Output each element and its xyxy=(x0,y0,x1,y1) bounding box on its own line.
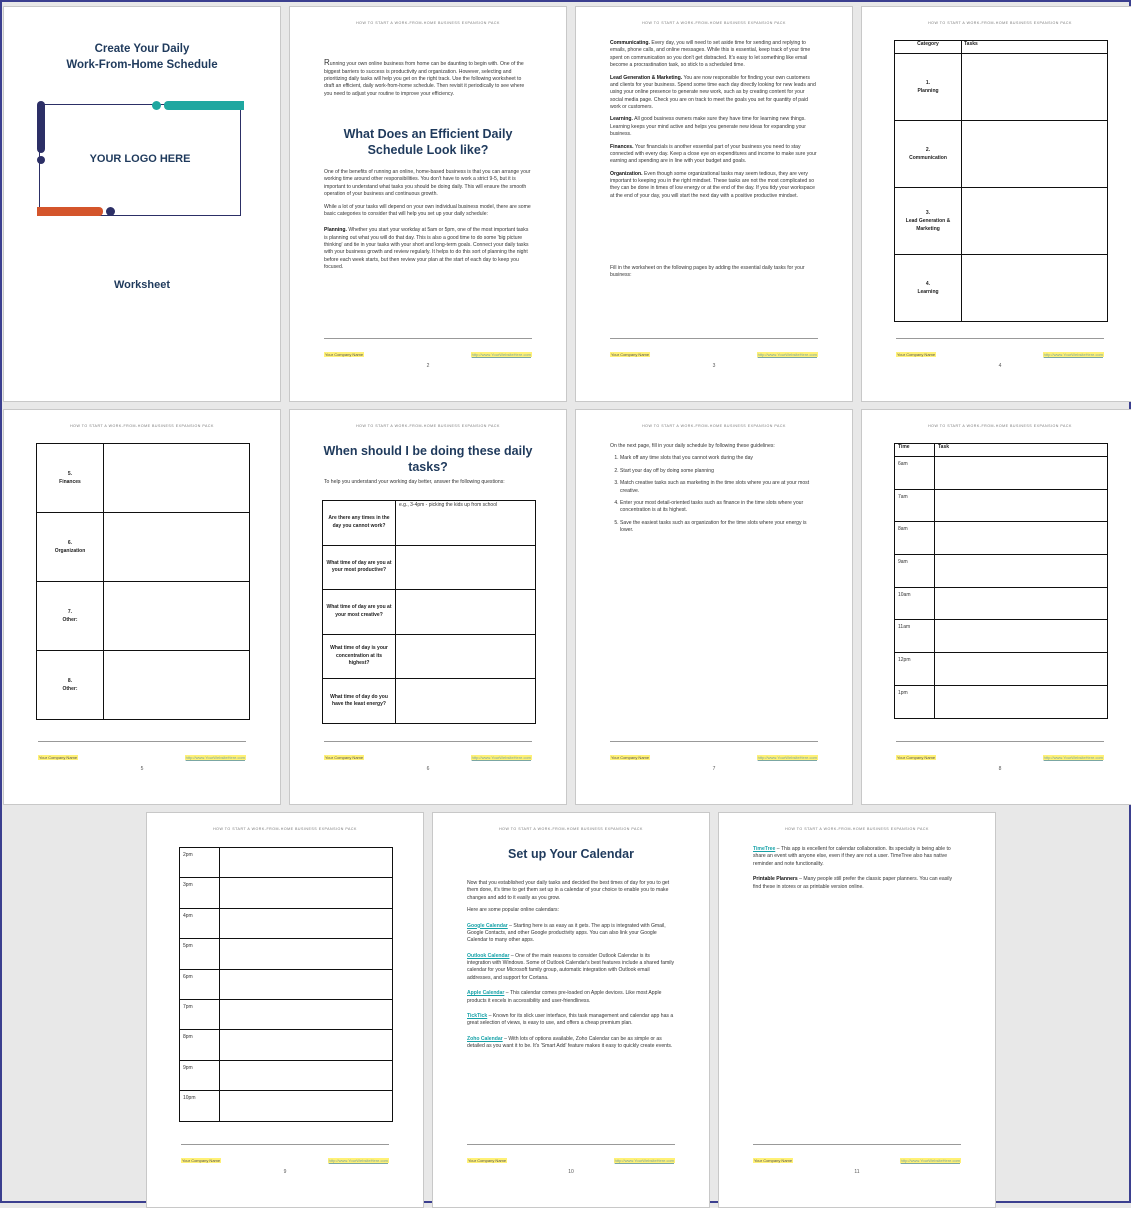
time-cell: 6am xyxy=(895,457,935,490)
running-header: HOW TO START A WORK-FROM-HOME BUSINESS EXPANSION PACK xyxy=(642,21,786,25)
footer-website-link[interactable]: http://www.YourWebsiteHere.com xyxy=(1043,755,1103,760)
cover-title-line2: Work-From-Home Schedule xyxy=(66,58,218,71)
footer-website-link[interactable]: http://www.YourWebsiteHere.com xyxy=(757,352,817,357)
page-3 xyxy=(575,6,853,402)
task-input-cell[interactable] xyxy=(935,489,1108,522)
question-cell: What time of day do you have the least energy? xyxy=(323,679,396,724)
section-heading: When should I be doing these daily tasks? xyxy=(323,444,533,475)
table-row xyxy=(895,489,1108,522)
category-paragraph: Finances. Your financials is another essential part of your business you need to stay connected with every day. Keep a close eye on expenditures and income to make sure your earning and spending are in line with your budget and goals. xyxy=(610,143,817,165)
category-cell: 5. Finances xyxy=(37,444,104,513)
section-heading: Set up Your Calendar xyxy=(508,847,634,861)
page-number: 10 xyxy=(568,1169,574,1175)
time-cell: 8pm xyxy=(180,1030,220,1060)
time-cell: 7pm xyxy=(180,999,220,1029)
intro-paragraph: Running your own online business from home can be daunting to begin with. One of the biggest barriers to success is productivity and organization. However, selecting and prioritizing daily tasks will help you get on the right track. Use the following worksheet to draft an efficient, daily work-from-home schedule. Then revisit it periodically to see where you need to adjust your routine to improve your efficiency. xyxy=(324,58,525,97)
tasks-input-cell[interactable] xyxy=(962,188,1108,255)
footer-company: Your Company Name xyxy=(897,755,936,760)
intro-paragraph: To help you understand your working day better, answer the following questions: xyxy=(324,479,505,485)
task-input-cell[interactable] xyxy=(220,1030,393,1060)
answer-input-cell[interactable] xyxy=(396,634,536,679)
table-row xyxy=(180,908,393,938)
printable-planners-paragraph: Printable Planners – Many people still prefer the classic paper planners. You can easily find these in stores or as printable version online. xyxy=(753,876,953,890)
table-row xyxy=(180,939,393,969)
intro-paragraph: On the next page, fill in your daily schedule by following these guidelines: xyxy=(610,443,775,449)
page-9 xyxy=(146,812,424,1208)
table-row xyxy=(180,1060,393,1090)
page-10 xyxy=(432,812,710,1208)
table-row xyxy=(323,679,536,724)
calendar-app-link[interactable]: Apple Calendar xyxy=(467,990,505,997)
task-input-cell[interactable] xyxy=(935,587,1108,620)
table-row xyxy=(323,545,536,590)
page-5 xyxy=(3,409,281,805)
closing-paragraph: Fill in the worksheet on the following pages by adding the essential daily tasks for your business: xyxy=(610,265,805,279)
footer-company: Your Company Name xyxy=(754,1158,793,1163)
footer-website-link[interactable]: http://www.YourWebsiteHere.com xyxy=(328,1158,388,1163)
footer-company: Your Company Name xyxy=(897,352,936,357)
page-8 xyxy=(861,409,1131,805)
time-cell: 5pm xyxy=(180,939,220,969)
table-row xyxy=(180,999,393,1029)
calendar-app-link[interactable]: TickTick xyxy=(467,1012,488,1019)
page-number: 4 xyxy=(998,363,1002,369)
page-number: 9 xyxy=(283,1169,287,1175)
task-input-cell[interactable] xyxy=(220,999,393,1029)
task-input-cell[interactable] xyxy=(935,620,1108,653)
footer-company: Your Company Name xyxy=(611,352,650,357)
table-row xyxy=(895,685,1108,718)
calendar-app-link[interactable]: Outlook Calendar xyxy=(467,952,510,959)
footer-website-link[interactable]: http://www.YourWebsiteHere.com xyxy=(614,1158,674,1163)
category-cell: 1. Planning xyxy=(895,54,962,121)
table-row xyxy=(895,587,1108,620)
table-row xyxy=(180,1091,393,1121)
time-cell: 9pm xyxy=(180,1060,220,1090)
page-1-cover xyxy=(3,6,281,402)
guideline-item: 2. Start your day off by doing some planning xyxy=(620,468,818,475)
questions-table xyxy=(322,500,536,724)
answer-input-cell[interactable]: e.g., 3-4pm - picking the kids up from school xyxy=(396,501,536,546)
time-cell: 1pm xyxy=(895,685,935,718)
running-header: HOW TO START A WORK-FROM-HOME BUSINESS EXPANSION PACK xyxy=(928,21,1072,25)
logo-text: YOUR LOGO HERE xyxy=(89,153,191,165)
table-row xyxy=(323,634,536,679)
footer-company: Your Company Name xyxy=(325,755,364,760)
task-input-cell[interactable] xyxy=(220,939,393,969)
time-cell: 10pm xyxy=(180,1091,220,1121)
footer-company: Your Company Name xyxy=(325,352,364,357)
answer-input-cell[interactable] xyxy=(396,679,536,724)
task-input-cell[interactable] xyxy=(935,457,1108,490)
running-header: HOW TO START A WORK-FROM-HOME BUSINESS EXPANSION PACK xyxy=(356,424,500,428)
tasks-input-cell[interactable] xyxy=(104,651,250,720)
footer-company: Your Company Name xyxy=(182,1158,221,1163)
page-number: 5 xyxy=(140,766,144,772)
page-7 xyxy=(575,409,853,805)
column-header-category: Category xyxy=(895,41,962,54)
table-row xyxy=(323,501,536,546)
column-header-time: Time xyxy=(895,444,935,457)
tasks-input-cell[interactable] xyxy=(962,255,1108,322)
time-cell: 7am xyxy=(895,489,935,522)
time-cell: 12pm xyxy=(895,653,935,686)
category-paragraph: Learning. All good business owners make sure they have time for learning new things. Learning keeps your mind active and helps you generate new ideas for expanding your business. xyxy=(610,116,806,138)
task-input-cell[interactable] xyxy=(220,908,393,938)
table-row xyxy=(895,620,1108,653)
running-header: HOW TO START A WORK-FROM-HOME BUSINESS EXPANSION PACK xyxy=(785,827,929,831)
table-row xyxy=(180,969,393,999)
table-row xyxy=(37,582,250,651)
task-input-cell[interactable] xyxy=(935,653,1108,686)
running-header: HOW TO START A WORK-FROM-HOME BUSINESS EXPANSION PACK xyxy=(499,827,643,831)
category-cell: 2. Communication xyxy=(895,121,962,188)
table-row xyxy=(37,651,250,720)
tasks-input-cell[interactable] xyxy=(962,121,1108,188)
table-row xyxy=(180,1030,393,1060)
page-6 xyxy=(289,409,567,805)
footer-website-link[interactable]: http://www.YourWebsiteHere.com xyxy=(185,755,245,760)
task-input-cell[interactable] xyxy=(220,878,393,908)
time-cell: 11am xyxy=(895,620,935,653)
body-paragraph: While a lot of your tasks will depend on your own individual business model, there are some basic categories to consider that will help you set up your daily schedule: xyxy=(324,203,531,217)
tasks-input-cell[interactable] xyxy=(104,582,250,651)
table-row xyxy=(895,188,1108,255)
table-row xyxy=(895,522,1108,555)
table-row xyxy=(895,555,1108,588)
calendar-app-paragraph: Zoho Calendar – With lots of options available, Zoho Calendar can be as simple or as detailed as you want it to be. It's 'Smart Add' feature makes it easy to quickly create events. xyxy=(467,1035,673,1049)
time-cell: 8am xyxy=(895,522,935,555)
running-header: HOW TO START A WORK-FROM-HOME BUSINESS EXPANSION PACK xyxy=(642,424,786,428)
calendar-app-paragraph: Google Calendar – Starting here is as easy as it gets. The app is integrated with Gmail, Google Contacts, and other Google productivity apps. You can also link your Google Calendar to many other apps. xyxy=(467,922,666,944)
question-cell: What time of day are you at your most productive? xyxy=(323,545,396,590)
guideline-list xyxy=(610,455,818,534)
task-input-cell[interactable] xyxy=(220,969,393,999)
page-number: 6 xyxy=(426,766,430,772)
time-cell: 10am xyxy=(895,587,935,620)
category-cell: 4. Learning xyxy=(895,255,962,322)
calendar-app-link[interactable]: Zoho Calendar xyxy=(467,1035,503,1042)
planning-paragraph: Planning. Whether you start your workday at 5am or 5pm, one of the most important tasks is planning out what you will do that day. This is also a good time to do some 'big picture thinking' and tie in your tasks with your short and long-term goals. Connect your daily tasks with your business growth and review regularly. It helps to do this sort of planning the night before each week starts, but then review your plan at the start of each day to keep you focused. xyxy=(324,227,529,271)
category-cell: 8. Other: xyxy=(37,651,104,720)
running-header: HOW TO START A WORK-FROM-HOME BUSINESS EXPANSION PACK xyxy=(356,21,500,25)
category-paragraph: Organization. Even though some organizational tasks may seem tedious, they are very important to keeping you in the right mindset. These tasks are not the most complicated so they can be done in times of low energy or at the end of the day. If you tidy your workspace at the end of your day, you will start the next day with a positive productive mindset. xyxy=(610,170,815,199)
running-header: HOW TO START A WORK-FROM-HOME BUSINESS EXPANSION PACK xyxy=(70,424,214,428)
tasks-input-cell[interactable] xyxy=(104,444,250,513)
column-header-task: Task xyxy=(935,444,1108,457)
category-paragraph: Communicating. Every day, you will need to set aside time for sending and replying to emails, phone calls, and online messages. While this is essential, keep track of your time spent on communication so you don't get distracted. It's easy to let something like email become a procrastination task, so stick to a scheduled time. xyxy=(610,40,811,69)
footer-company: Your Company Name xyxy=(468,1158,507,1163)
question-cell: Are there any times in the day you cannot work? xyxy=(323,501,396,546)
logo-placeholder xyxy=(39,104,241,216)
guideline-item: 4. Enter your most detail-oriented tasks such as finance in the time slots where your concentration is at its highest. xyxy=(620,500,818,515)
footer-website-link[interactable]: http://www.YourWebsiteHere.com xyxy=(471,352,531,357)
calendar-app-paragraph: Outlook Calendar – One of the main reasons to consider Outlook Calendar is its integration with Windows. Some of Outlook Calendar's best features include a shared family calendar for your Microsoft family group, automatic integration with Outlook email addresses, and support for Cortana. xyxy=(467,952,675,981)
page-4 xyxy=(861,6,1131,402)
page-number: 11 xyxy=(854,1169,860,1175)
table-row xyxy=(180,878,393,908)
footer-website-link[interactable]: http://www.YourWebsiteHere.com xyxy=(471,755,531,760)
table-row xyxy=(323,590,536,635)
page-2 xyxy=(289,6,567,402)
category-paragraph: Lead Generation & Marketing. You are now responsible for finding your own customers and clients for your business. Spend some time each day directly looking for new leads and using your online presence to generate new work, such as by creating content for your social media page. Check you are on track to meet the goals you set for quantity of paid work or customers. xyxy=(610,74,816,110)
category-cell: 3. Lead Generation & Marketing xyxy=(895,188,962,255)
calendar-app-paragraph: Apple Calendar – This calendar comes pre-loaded on Apple devices. Like most Apple products it excels in accessibility and user-friendliness. xyxy=(467,990,662,1004)
time-cell: 3pm xyxy=(180,878,220,908)
task-input-cell[interactable] xyxy=(935,685,1108,718)
table-row xyxy=(895,54,1108,121)
cover-subtitle: Worksheet xyxy=(113,279,171,291)
page-number: 3 xyxy=(712,363,716,369)
timetree-link[interactable]: TimeTree xyxy=(753,846,776,852)
lead-paragraph: Here are some popular online calendars: xyxy=(467,907,560,914)
table-row xyxy=(37,513,250,582)
task-input-cell[interactable] xyxy=(935,522,1108,555)
footer-website-link[interactable]: http://www.YourWebsiteHere.com xyxy=(1043,352,1103,357)
question-cell: What time of day is your concentration at its highest? xyxy=(323,634,396,679)
time-cell: 4pm xyxy=(180,908,220,938)
cover-title-line1: Create Your Daily xyxy=(94,43,190,55)
page-number: 2 xyxy=(426,363,430,369)
page-number: 7 xyxy=(712,766,716,772)
time-cell: 2pm xyxy=(180,848,220,878)
table-row xyxy=(37,444,250,513)
page-number: 8 xyxy=(998,766,1002,772)
table-row xyxy=(895,457,1108,490)
page-11 xyxy=(718,812,996,1208)
question-cell: What time of day are you at your most creative? xyxy=(323,590,396,635)
table-row xyxy=(180,848,393,878)
guideline-item: 3. Match creative tasks such as marketing in the time slots where you are at your most creative. xyxy=(620,480,818,495)
task-input-cell[interactable] xyxy=(220,848,393,878)
footer-company: Your Company Name xyxy=(39,755,78,760)
running-header: HOW TO START A WORK-FROM-HOME BUSINESS EXPANSION PACK xyxy=(213,827,357,831)
calendar-app-paragraph: TickTick – Known for its slick user interface, this task management and calendar app has a great selection of views, is easy to use, and offers a cheap premium plan. xyxy=(467,1012,674,1027)
running-header: HOW TO START A WORK-FROM-HOME BUSINESS EXPANSION PACK xyxy=(928,424,1072,428)
category-cell: 6. Organization xyxy=(37,513,104,582)
category-cell: 7. Other: xyxy=(37,582,104,651)
time-cell: 9am xyxy=(895,555,935,588)
table-row xyxy=(895,653,1108,686)
category-tasks-table xyxy=(894,40,1108,322)
time-task-table xyxy=(894,443,1108,719)
task-input-cell[interactable] xyxy=(220,1091,393,1121)
category-tasks-table xyxy=(36,443,250,720)
answer-input-cell[interactable] xyxy=(396,590,536,635)
guideline-item: 5. Save the easiest tasks such as organization for the time slots where your energy is lower. xyxy=(620,520,818,535)
column-header-tasks: Tasks xyxy=(962,41,1108,54)
footer-company: Your Company Name xyxy=(611,755,650,760)
footer-website-link[interactable]: http://www.YourWebsiteHere.com xyxy=(757,755,817,760)
guideline-item: 1. Mark off any time slots that you cannot work during the day xyxy=(620,455,818,462)
tasks-input-cell[interactable] xyxy=(962,54,1108,121)
section-heading: What Does an Efficient Daily Schedule Look like? xyxy=(343,127,513,158)
app-description-timetree: TimeTree – This app is excellent for calendar collaboration. Its specialty is being able to share an event with anyone else, even if they are not a user. TimeTree also has native reminder and note functionality. xyxy=(753,846,951,867)
intro-paragraph: Now that you established your daily tasks and decided the best times of day for you to get them done, it's time to get them set up in a calendar of your choice to enable you to make changes and add to it easily as you grow. xyxy=(467,880,670,901)
task-input-cell[interactable] xyxy=(220,1060,393,1090)
answer-input-cell[interactable] xyxy=(396,545,536,590)
table-row xyxy=(895,121,1108,188)
time-task-table xyxy=(179,847,393,1122)
tasks-input-cell[interactable] xyxy=(104,513,250,582)
task-input-cell[interactable] xyxy=(935,555,1108,588)
table-row xyxy=(895,255,1108,322)
time-cell: 6pm xyxy=(180,969,220,999)
calendar-app-link[interactable]: Google Calendar xyxy=(467,922,508,929)
footer-website-link[interactable]: http://www.YourWebsiteHere.com xyxy=(900,1158,960,1163)
body-paragraph: One of the benefits of running an online, home-based business is that you can arrange your working time around other responsibilities. You don't have to work a strict 9-5, but it is important to understand what tasks you should be doing daily. This will ensure the smooth operation of your business and continuous growth. xyxy=(324,169,531,198)
